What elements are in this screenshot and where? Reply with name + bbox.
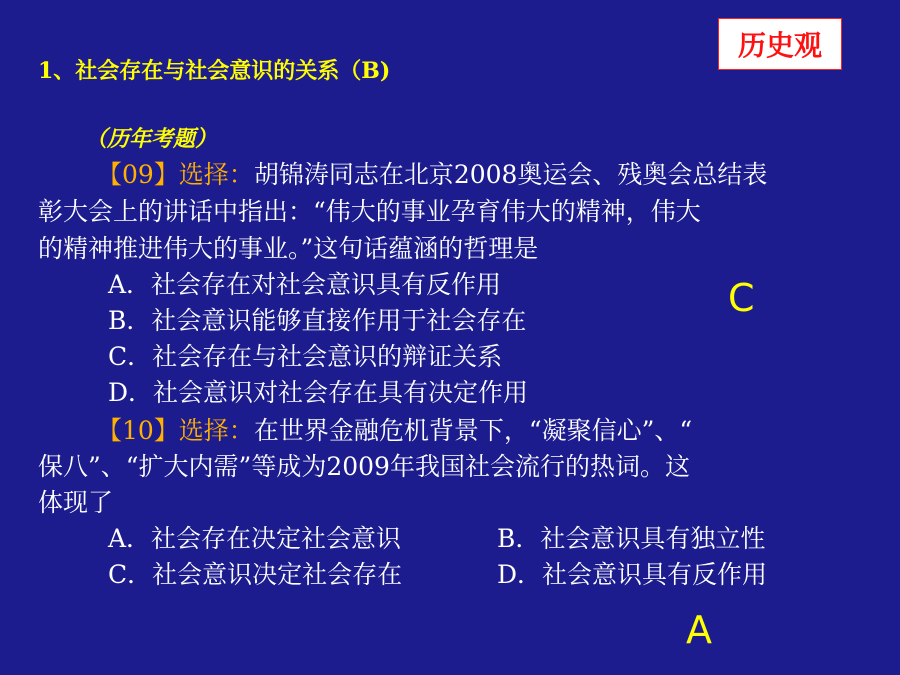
question-2-option-b: B．社会意识具有独立性 — [497, 524, 766, 553]
question-1-tag: 【09】选择： — [97, 160, 254, 189]
question-2-answer: A — [686, 608, 712, 652]
topic-badge — [718, 18, 842, 70]
question-1-option-b: B．社会意识能够直接作用于社会存在 — [108, 306, 527, 335]
question-2-option-d: D．社会意识具有反作用 — [497, 560, 768, 589]
question-2-line-3: 体现了 — [38, 488, 114, 517]
question-1-option-d: D．社会意识对社会存在具有决定作用 — [108, 378, 529, 407]
question-1-option-c: C．社会存在与社会意识的辩证关系 — [108, 342, 503, 371]
question-2-line-1 — [97, 414, 692, 448]
question-1-answer: C — [728, 276, 755, 320]
question-2-option-c: C．社会意识决定社会存在 — [108, 560, 403, 589]
question-2-option-a: A．社会存在决定社会意识 — [108, 524, 402, 553]
section-subtitle: （历年考题） — [85, 126, 218, 152]
question-1-line-2: 彰大会上的讲话中指出：“伟大的事业孕育伟大的精神，伟大 — [38, 197, 701, 226]
question-1-option-a: A．社会存在对社会意识具有反作用 — [108, 270, 502, 299]
section-title: 1、社会存在与社会意识的关系（B) — [38, 58, 391, 84]
question-1-line-3: 的精神推进伟大的事业。”这句话蕴涵的哲理是 — [38, 234, 539, 263]
question-2-line-2: 保八”、“扩大内需”等成为2009年我国社会流行的热词。这 — [38, 452, 690, 481]
question-2-tag: 【10】选择： — [97, 416, 254, 445]
question-1-line-1 — [97, 158, 767, 192]
question-2-text-1: 在世界金融危机背景下，“凝聚信心”、“ — [253, 416, 693, 445]
topic-badge-label: 历史观 — [737, 29, 822, 62]
question-1-text-1: 胡锦涛同志在北京2008奥运会、残奥会总结表 — [253, 160, 768, 189]
